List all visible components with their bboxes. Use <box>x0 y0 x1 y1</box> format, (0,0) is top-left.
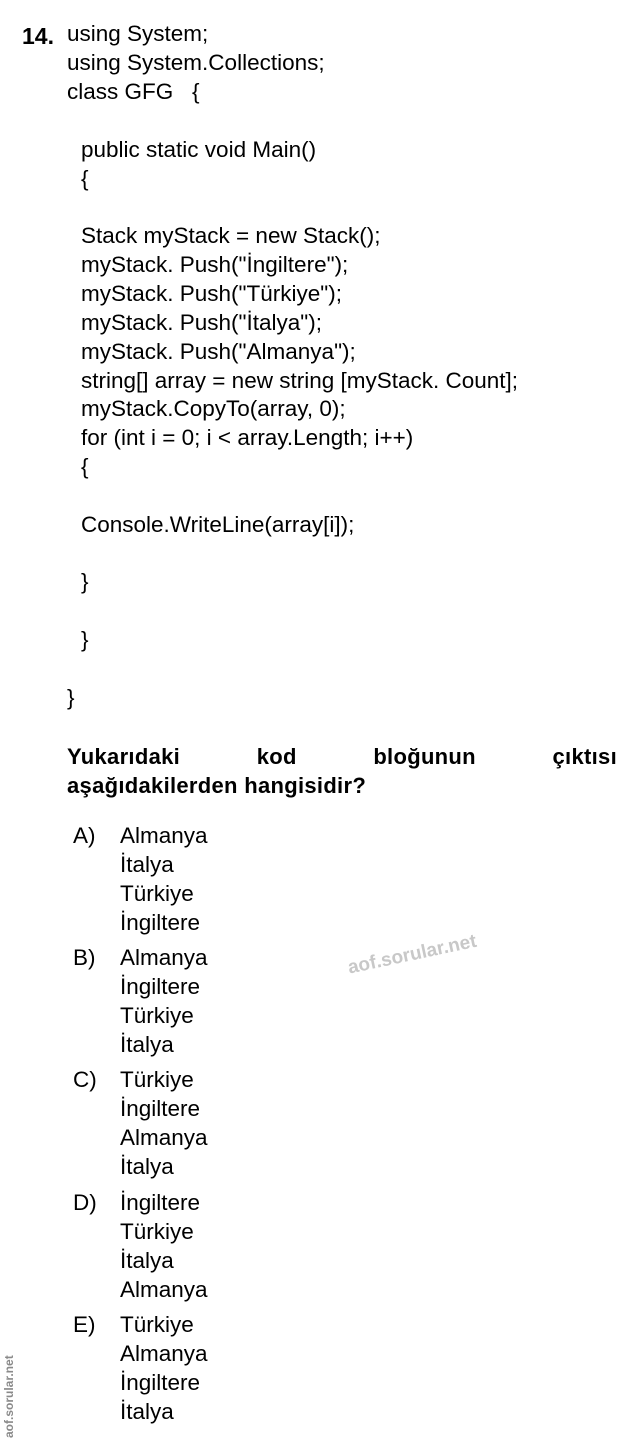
question-word: kod <box>256 744 297 769</box>
option-line: İngiltere <box>120 910 201 935</box>
option-answer <box>120 1188 208 1304</box>
option-letter: D) <box>73 1190 97 1215</box>
side-watermark: aof.sorular.net <box>2 1355 16 1438</box>
code-line: for (int i = 0; i < array.Length; i++) <box>81 425 414 450</box>
option-answer <box>120 1065 208 1181</box>
option-line: Almanya <box>120 823 208 848</box>
option-line: Almanya <box>120 945 208 970</box>
option-letter: B) <box>73 945 96 970</box>
option-line: İtalya <box>120 852 174 877</box>
question-word: Yukarıdaki <box>67 744 181 769</box>
option-line: İngiltere <box>120 974 201 999</box>
code-line: Console.WriteLine(array[i]); <box>81 512 355 537</box>
option-answer <box>120 1310 208 1426</box>
code-line: string[] array = new string [myStack. Count]; <box>81 368 519 393</box>
option-line: Almanya <box>120 1277 208 1302</box>
code-line: myStack.CopyTo(array, 0); <box>81 396 346 421</box>
option-letter: E) <box>73 1312 96 1337</box>
question-word: bloğunun <box>373 744 476 769</box>
option-line: İngiltere <box>120 1370 201 1395</box>
option-line: İtalya <box>120 1399 174 1424</box>
code-line: myStack. Push("İngiltere"); <box>81 252 349 277</box>
question-text <box>67 742 617 800</box>
option-line: İngiltere <box>120 1096 201 1121</box>
question-word: çıktısı <box>552 744 617 769</box>
option-line: Türkiye <box>120 1219 194 1244</box>
code-line: using System; <box>67 21 209 46</box>
option-answer <box>120 821 208 937</box>
option-line: Türkiye <box>120 1003 194 1028</box>
code-line: myStack. Push("Türkiye"); <box>81 281 343 306</box>
code-line: public static void Main() <box>81 137 317 162</box>
option-letter: A) <box>73 823 96 848</box>
option-line: Almanya <box>120 1125 208 1150</box>
option-line: Almanya <box>120 1341 208 1366</box>
option-line: Türkiye <box>120 881 194 906</box>
option-line: Türkiye <box>120 1312 194 1337</box>
option-letter: C) <box>73 1067 97 1092</box>
code-line: Stack myStack = new Stack(); <box>81 223 381 248</box>
option-line: İngiltere <box>120 1190 201 1215</box>
code-line: myStack. Push("İtalya"); <box>81 310 323 335</box>
question-line-2: aşağıdakilerden hangisidir? <box>67 773 367 798</box>
question-line-1 <box>67 742 617 771</box>
watermark: aof.sorular.net <box>346 930 479 979</box>
code-line: } <box>81 569 89 594</box>
code-line: } <box>67 685 75 710</box>
code-line: { <box>81 454 89 479</box>
option-answer <box>120 943 208 1059</box>
question-number: 14. <box>22 23 54 49</box>
code-line: using System.Collections; <box>67 50 325 75</box>
option-line: İtalya <box>120 1154 174 1179</box>
option-line: İtalya <box>120 1248 174 1273</box>
option-line: Türkiye <box>120 1067 194 1092</box>
code-line: { <box>81 166 89 191</box>
code-line: } <box>81 627 89 652</box>
code-line: class GFG { <box>67 79 200 104</box>
option-line: İtalya <box>120 1032 174 1057</box>
code-line: myStack. Push("Almanya"); <box>81 339 356 364</box>
